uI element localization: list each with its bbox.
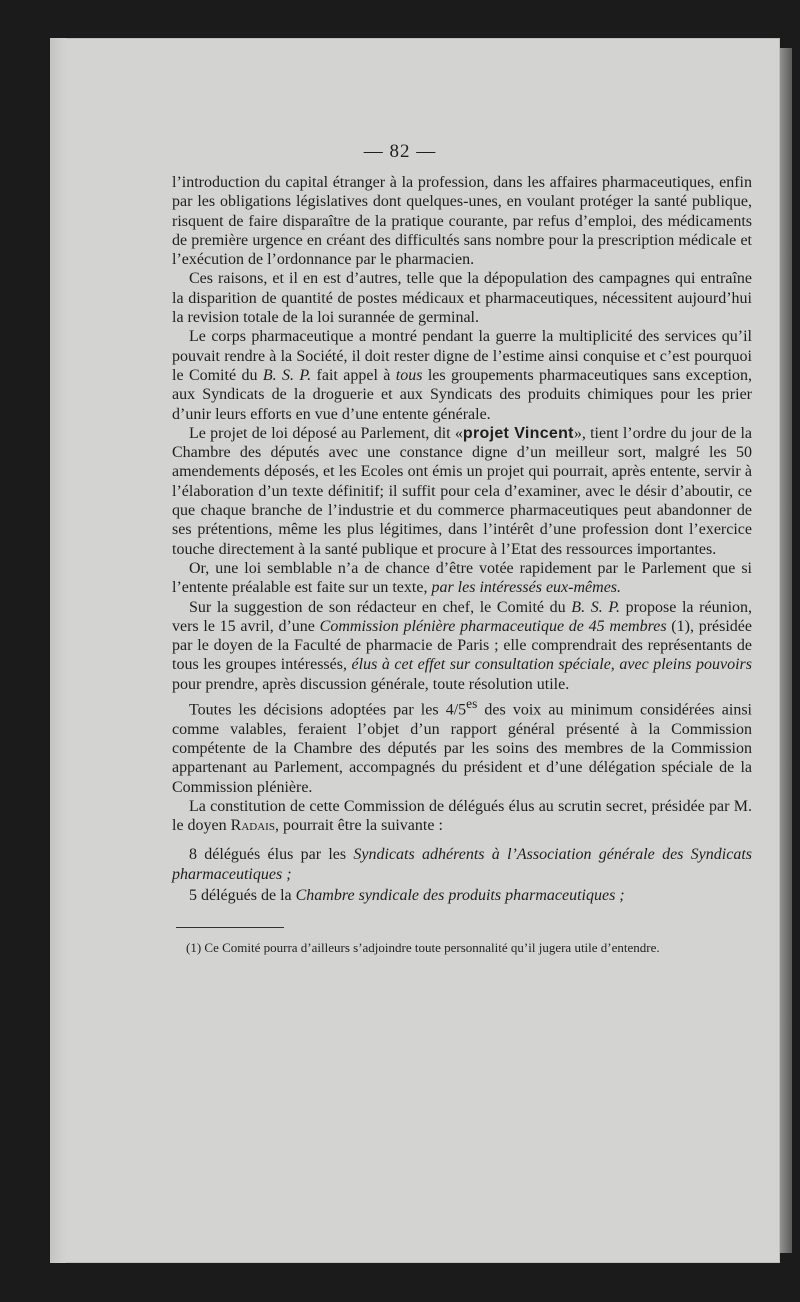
text-run: pour prendre, après discussion générale, toute résolution utile. bbox=[172, 675, 570, 693]
body-text bbox=[172, 173, 752, 835]
text-run: des voix au minimum considérées ainsi comme valables, feraient l’objet d’un rapport général présenté à la Commission compétente de la Chambre des députés par les soins des membres de la Commission appartenant au Parlement, accompagnés du président et d’une délégation spéciale de la Commission plénière. bbox=[172, 701, 753, 796]
text-run: projet Vincent bbox=[462, 424, 574, 442]
text-run: , pourrait être la suivante : bbox=[274, 817, 443, 835]
text-run: l’introduction du capital étranger à la profession, dans les affaires pharmaceutiques, enfin par les obligations législatives dont quelques-unes, en voulant protéger la santé publique, risquent de faire disparaître de la pratique courante, par refus d’emploi, des médicaments de première urgence en créant des difficultés sans nombre pour la prescription médicale et l’exécution de l’ordonnance par le pharmacien. bbox=[172, 174, 752, 269]
text-run: tous bbox=[395, 366, 423, 384]
page-edge-shadow bbox=[778, 48, 792, 1253]
text-run: Syndicats adhérents à l’Association générale des Syndicats pharmaceutiques ; bbox=[172, 846, 753, 883]
text-run: Ces raisons, et il en est d’autres, telle que la dépopulation des campagnes qui entraîne la disparition de quantité de postes médicaux et pharmaceutiques, nécessitent aujourd’hui la revision totale de la loi surannée de germinal. bbox=[172, 270, 752, 327]
paragraph-p2 bbox=[172, 327, 752, 423]
text-run: (1), présidée par le doyen de la Faculté de pharmacie de Paris ; elle comprendrait des représentants de tous les groupes intéressés, bbox=[172, 617, 753, 674]
paragraph-p5 bbox=[172, 598, 752, 694]
text-run: La constitution de cette Commission de délégués élus au scrutin secret, présidée par M. le doyen bbox=[172, 797, 752, 835]
text-run: Le corps pharmaceutique a montré pendant la guerre la multiplicité des services qu’il pouvait rendre à la Société, il doit rester digne de l’estime ainsi conquise et c’est pourquoi le Comité du bbox=[172, 328, 752, 384]
text-run: Le projet de loi déposé au Parlement, dit « bbox=[189, 424, 463, 442]
footnote: (1) Ce Comité pourra d’ailleurs s’adjoindre toute personnalité qu’il jugera utile d’entendre. bbox=[186, 940, 660, 956]
text-run: 5 délégués de la bbox=[189, 887, 296, 905]
paragraph-p1 bbox=[172, 269, 752, 327]
paragraph-p0 bbox=[172, 173, 752, 269]
text-run: propose la réunion, vers le 15 avril, d’une bbox=[172, 598, 753, 635]
page-gutter bbox=[50, 38, 66, 1263]
page-content bbox=[172, 140, 752, 956]
text-run: Radais bbox=[230, 817, 275, 835]
paragraph-p6 bbox=[172, 694, 752, 797]
delegates-list bbox=[172, 845, 752, 905]
paragraph-p3 bbox=[172, 424, 752, 559]
text-run: les groupements pharmaceutiques sans exception, aux Syndicats de la droguerie et aux Syndicats des produits chimiques pour les prier d’unir leurs efforts en vue d’une entente générale. bbox=[172, 366, 752, 423]
text-run: élus à cet effet sur consultation spéciale, avec pleins pouvoirs bbox=[351, 656, 752, 674]
text-run: Chambre syndicale des produits pharmaceutiques ; bbox=[295, 887, 625, 905]
page-number: — 82 — bbox=[363, 141, 437, 162]
text-run: fait appel à bbox=[311, 366, 396, 384]
text-run: Sur la suggestion de son rédacteur en chef, le Comité du bbox=[189, 598, 572, 616]
text-run: Commission plénière pharmaceutique de 45 membres bbox=[319, 617, 667, 635]
list-item bbox=[172, 845, 752, 884]
paragraph-p4 bbox=[172, 559, 752, 598]
list-item bbox=[172, 886, 752, 905]
text-run: B. S. P. bbox=[571, 598, 621, 616]
text-run: par les intéressés eux-mêmes. bbox=[431, 579, 622, 597]
footnote-separator bbox=[176, 927, 284, 928]
text-run: », tient l’ordre du jour de la Chambre des députés avec une constance digne d’un meilleur sort, malgré les 50 amendements déposés, et les Ecoles ont émis un projet qui pourrait, après entente, servir à l’élaboration d’un texte définitif; il suffit pour cela d’examiner, avec le désir d’aboutir, ce que chaque branche de l’industrie et du commerce pharmaceutiques peut abandonner de ses prétentions, même les plus légitimes, dans l’intérêt d’une profession dont l’exercice touche directement à la santé publique et procure à l’Etat des ressources importantes. bbox=[172, 424, 753, 558]
text-run: Toutes les décisions adoptées par les 4/5 bbox=[189, 701, 467, 719]
text-run: es bbox=[466, 696, 478, 712]
text-run: Or, une loi semblable n’a de chance d’être votée rapidement par le Parlement que si l’entente préalable est faite sur un texte, bbox=[172, 559, 752, 597]
paragraph-p7 bbox=[172, 797, 752, 836]
text-run: 8 délégués élus par les bbox=[189, 846, 354, 864]
text-run: B. S. P. bbox=[262, 366, 312, 384]
